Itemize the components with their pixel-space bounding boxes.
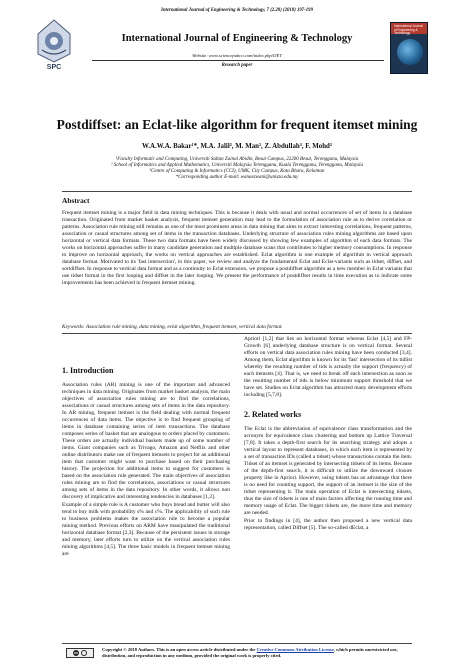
related-paragraph-2: Prior to findings in [4], the author then proposed a new vertical data representation, called Diffset [5]. The so-called dEclat, a bbox=[244, 518, 412, 531]
copyright-notice bbox=[102, 647, 412, 659]
header-divider bbox=[92, 60, 384, 61]
corresponding-author: *Corresponding author E-mail: wanaezwani@unisza.edu.my bbox=[175, 175, 299, 180]
section-heading-introduction: 1. Introduction bbox=[62, 366, 114, 375]
footer-rule bbox=[62, 643, 412, 644]
by-icon bbox=[81, 650, 87, 656]
journal-website[interactable]: Website: www.sciencepubco.com/index.php/IJET bbox=[192, 53, 282, 58]
abstract-bottom-rule bbox=[62, 333, 412, 334]
section-heading-related-works: 2. Related works bbox=[244, 410, 302, 419]
affiliation-1: ¹Faculty Informatic and Computing, Universiti Sultan Zainal Abidin, Besut Campus, 22200 Besut, Terengganu, Malaysia bbox=[115, 157, 359, 162]
copyright-suffix: , which permits unrestricted use, distribution, and reproduction in any medium, provided the original work is properly cited. bbox=[102, 647, 398, 658]
license-link[interactable]: Creative Commons Attribution License bbox=[256, 647, 334, 652]
paper-title: Postdiffset: an Eclat-like algorithm for frequent itemset mining bbox=[56, 117, 418, 132]
journal-cover-image bbox=[390, 22, 428, 74]
right-column bbox=[244, 336, 412, 532]
intro-paragraph-2: Example of a simple rule is A customer who buys bread and butter will also tend to buy milk with probability s% and c%. The applicability of such rule to business problems makes the association rule to become a popular mining method. Previous efforts on ARM have manipulated the traditional horizontal database format [2,3]. Because of the persistent issues in storage and memory, later efforts turn to utilize on the vertical association rules mining algorithms [4,5]. The three basic models in frequent itemset mining are bbox=[62, 502, 230, 557]
cc-icon: cc bbox=[74, 651, 78, 655]
keywords-line: Keywords: Association rule mining, data mining, eclat algorithm, frequent itemset, vertical data format. bbox=[62, 324, 283, 330]
cover-title: International Journal of Engineering & Technology bbox=[394, 24, 423, 36]
affiliation-2: ² School of Informatics and Applied Mathematics, Universiti Malaysia Terengganu, Kuala Terengganu, Terengganu, Malaysia bbox=[110, 163, 364, 168]
abstract-body: Frequent itemset mining is a major field in data mining techniques. This is because it deals with usual and normal occurrences of set of items in a database transaction. Originated from market basket analysis, frequent itemset generation may lead to the formulation of association rule as to derive correlation or patterns. Association rule mining still remains as one of the most prominent areas in data mining that aims to extract interesting correlations, frequent patterns, association or casual structures among set of items in the transaction databases. Underlying structure of association rules mining algorithms are based upon horizontal or vertical data formats. These two data formats have been widely discussed by showing few examples of algorithm of each data formats. The works on horizontal approaches suffer in many candidate generation and multiple database scans that contributes to higher memory consumptions. In response to improve on horizontal approach, the works on vertical approaches are established. Eclat algorithm is one example of algorithm in vertical approach database format. Motivated to its 'fast intersection', in this paper, we review and analyze the fundamental Eclat and Eclat-variants such as tidset, diffset, and sortdiffset. In response to vertical data format and as a continuity to Eclat extension, we propose a postdiffset algorithm as a new member in Eclat variants that use tidset format in the first looping and diffset in the later looping. We present the performance of postdiffset results in time execution as to indicate some improvements has been achieved in frequent itemset mining. bbox=[62, 210, 412, 286]
left-column bbox=[62, 367, 230, 558]
abstract-top-rule bbox=[62, 191, 412, 192]
paper-type-label: Research paper bbox=[221, 63, 253, 68]
related-paragraph-1: The Eclat is the abbreviation of equivalence class transformation and the acronym for equivalence class clustering and bottom up Lattice Traversal [7,8]. It takes a depth-first search for its searching strategy and adopts a vertical layout to represent databases, in which each item is represented by a set of transaction IDs (called a tidset) whose transactions contain the item. Tidset of an itemset is generated by intersecting tidsets of its items. Because of the depth-first search, it is difficult to utilize the downward closure property like in Apriori. However, using tidsets has an advantage that there is no need for counting support, the support of an itemset is the size of the tidset representing it. The main operation of Eclat is intersecting tidsets, thus the size of tidsets is one of main factors affecting the running time and memory usage of Eclat. The bigger tidsets are, the more time and memory are needed. bbox=[244, 426, 412, 516]
abstract-heading: Abstract bbox=[62, 196, 90, 205]
journal-citation-line: International Journal of Engineering & Technology, 7 (2.28) (2018) 197-199 bbox=[161, 8, 313, 13]
publisher-logo-text: SPC bbox=[46, 64, 62, 71]
cc-license-badge[interactable] bbox=[66, 648, 94, 658]
right-paragraph-1: Apriori [1,2] that lies on horizontal format whereas Eclat [4,5] and FP-Growth [6] underlying database structure is on vertical format. Several efforts on vertical data association rules mining have been conducted [3,4]. Among them, Eclat algorithm is known for its 'fast' intersection of its tidlist whereby the resulting number of tids is actually the support (frequency) of each itemsets [4]. That is, we need to break off each intersection as soon as the resulting number of tids is below minimum support threshold that we have set. Studies on Eclat algorithm has attracted many development efforts including [5,7,8]. bbox=[244, 336, 412, 398]
copyright-prefix: Copyright © 2018 Authors. This is an open access article distributed under the bbox=[102, 647, 257, 652]
author-list: W.A.W.A. Bakar¹*, M.A. Jalil², M. Man², Z. Abdullah³, F. Mohd² bbox=[142, 143, 332, 150]
affiliation-3: ³Centre of Computing & Informatics (CCI), UMK, City Campus, Kota Bharu, Kelantan bbox=[149, 169, 325, 174]
cover-graphic bbox=[397, 39, 423, 65]
intro-paragraph-1: Association rules (AR) mining is one of the important and advanced techniques in data mining. Originates from market basket analysis, the main objectives of association rules mining are to find the correlations, associations or casual structures among sets of items in the data repository. In AR mining, frequent itemset is the field dealing with normal frequent occurrences of data items. The objective is to find frequent grouping of items in database containing series of item transactions. The database composes series of basket that are analogous to orders placed by customers. These orders are actually individual baskets made up of some number of items. Giant companies such as Trivago, Amazon and Netflix and other online distributors make use of frequent itemsets to project for an additional item that customer might want to purchase based on their purchasing history. The projection for additional items to suggest for customers is based on the association rule generated. The main objectives of association rules mining are to find the correlations, associations or casual structures among sets of items in the data repository. In other words, it allows non discovery of implicative and interesting tendencies in databases [1,2]. bbox=[62, 382, 230, 500]
journal-title: International Journal of Engineering & Technology bbox=[121, 33, 353, 44]
